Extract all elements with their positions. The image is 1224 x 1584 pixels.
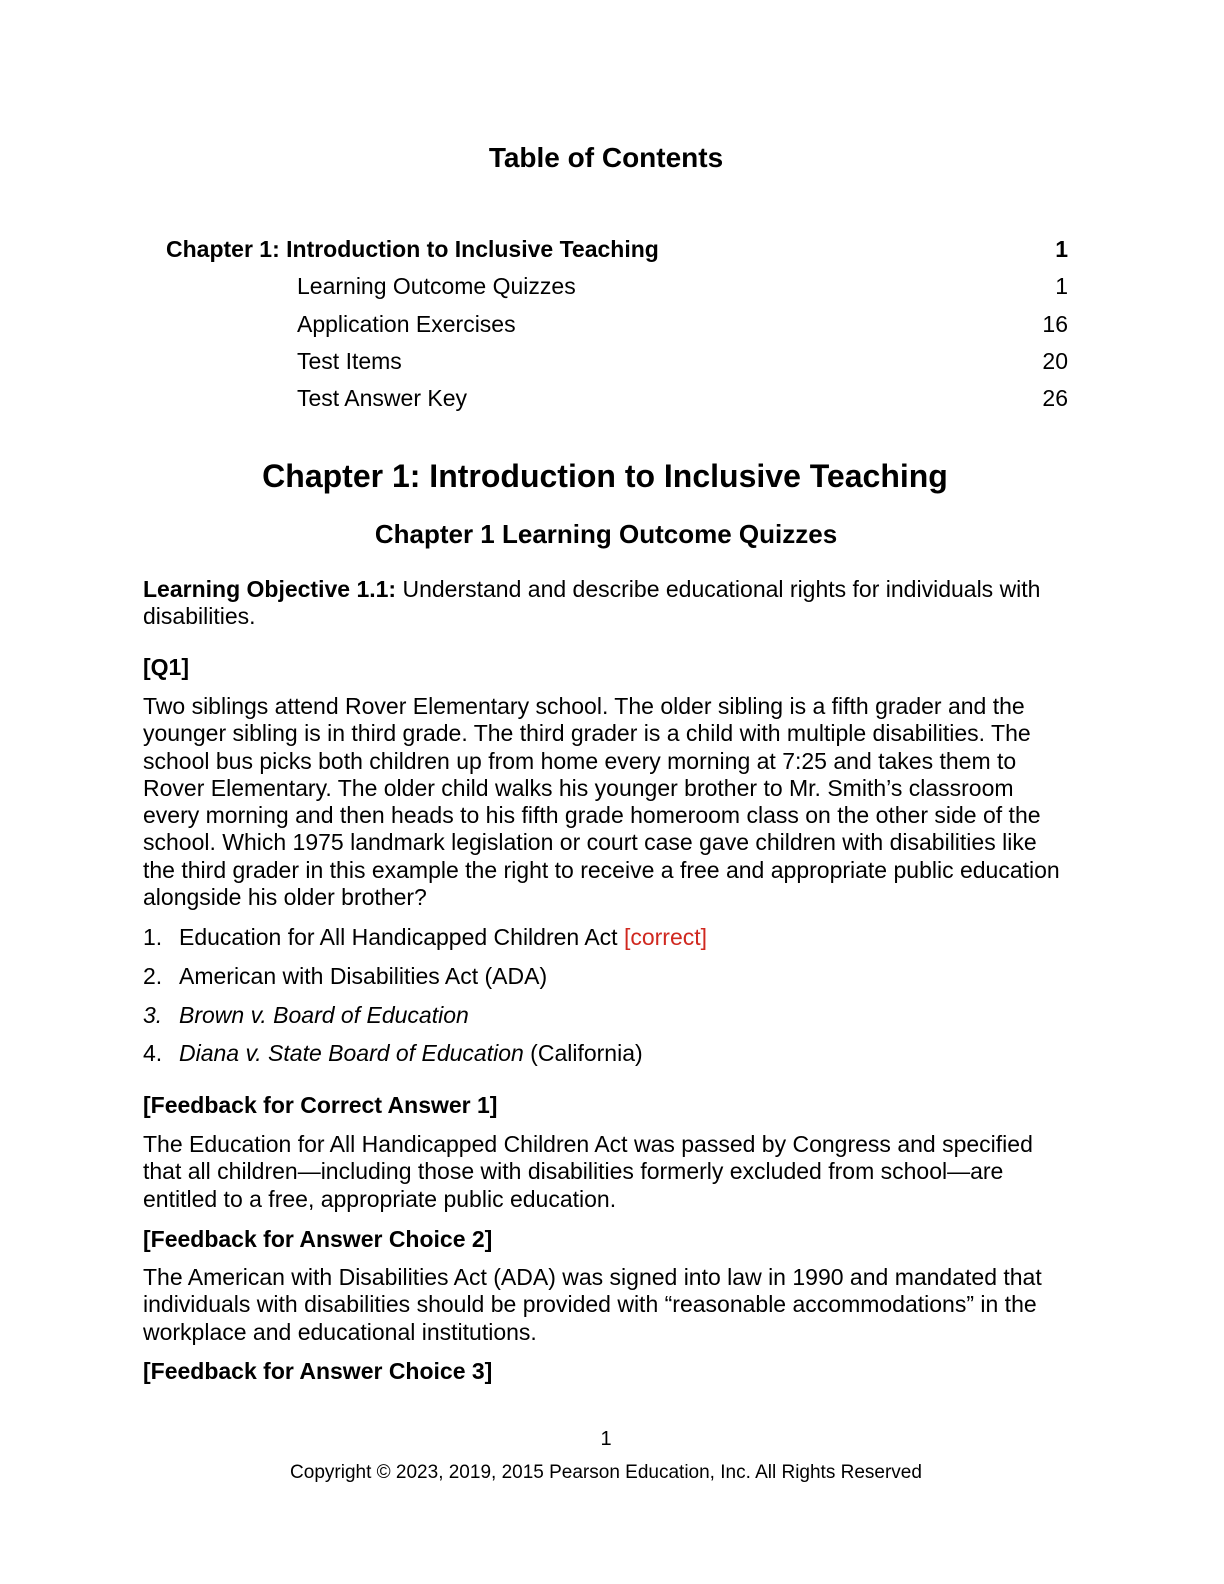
toc-entry-test-answer-key[interactable] xyxy=(0,385,1224,415)
toc-entry-page: 20 xyxy=(1042,348,1068,374)
feedback-choice-3-label: [Feedback for Answer Choice 3] xyxy=(143,1358,493,1384)
option-text: Brown v. Board of Education xyxy=(179,1002,469,1028)
toc-entry-page: 1 xyxy=(1055,236,1068,262)
toc-entry-label: Chapter 1: Introduction to Inclusive Teaching xyxy=(166,236,659,262)
option-text-suffix: (California) xyxy=(523,1040,643,1066)
section-heading: Chapter 1 Learning Outcome Quizzes xyxy=(374,519,838,549)
feedback-choice-2-label: [Feedback for Answer Choice 2] xyxy=(143,1226,493,1252)
toc-entry-application-exercises[interactable] xyxy=(0,311,1224,341)
toc-entry-label: Application Exercises xyxy=(297,311,516,337)
correct-tag: [correct] xyxy=(623,924,708,950)
feedback-correct-label: [Feedback for Correct Answer 1] xyxy=(143,1092,498,1118)
feedback-choice-2-text: The American with Disabilities Act (ADA) was signed into law in 1990 and mandated that individuals with disabilities should be provided with “reasonable accommodations” in the workplace and educational institutions. xyxy=(143,1264,1042,1345)
toc-entry-label: Test Items xyxy=(297,348,402,374)
learning-objective xyxy=(143,576,1073,631)
option-text-italic: Diana v. State Board of Education xyxy=(179,1040,524,1066)
answer-option-4 xyxy=(143,1040,643,1067)
toc-entry-page: 1 xyxy=(1055,273,1068,299)
option-number: 3. xyxy=(143,1002,163,1028)
question-text: Two siblings attend Rover Elementary school. The older sibling is a fifth grader and the younger sibling is in third grade. The third grader is a child with multiple disabilities. The school bus picks both children up from home every morning at 7:25 and takes them to Rover Elementary. The older child walks his younger brother to Mr. Smith’s classroom every morning and then heads to his fifth grade homeroom class on the other side of the school. Which 1975 landmark legislation or court case gave children with disabilities like the third grader in this example the right to receive a free and appropriate public education alongside his older brother? xyxy=(143,693,1060,911)
toc-title: Table of Contents xyxy=(488,142,724,173)
toc-entry-label: Test Answer Key xyxy=(297,385,468,411)
answer-option-2 xyxy=(143,963,547,990)
option-number: 2. xyxy=(143,963,163,989)
option-text: American with Disabilities Act (ADA) xyxy=(179,963,548,989)
feedback-correct-text: The Education for All Handicapped Children Act was passed by Congress and specified that all children—including those with disabilities formerly excluded from school—are entitled to a free, appropriate public education. xyxy=(143,1131,1033,1212)
copyright-notice: Copyright © 2023, 2019, 2015 Pearson Education, Inc. All Rights Reserved xyxy=(290,1462,922,1483)
learning-objective-text: Understand and describe educational rights for individuals with disabilities. xyxy=(143,576,1041,630)
option-number: 1. xyxy=(143,924,163,950)
toc-entry-page: 26 xyxy=(1042,385,1068,411)
toc-entry-label: Learning Outcome Quizzes xyxy=(297,273,576,299)
page-number: 1 xyxy=(600,1428,612,1450)
answer-option-1 xyxy=(143,924,707,951)
answer-option-3 xyxy=(143,1002,469,1029)
toc-entry-learning-outcome-quizzes[interactable] xyxy=(0,273,1224,303)
learning-objective-label: Learning Objective 1.1: xyxy=(143,576,397,602)
toc-chapter-entry[interactable] xyxy=(0,236,1224,266)
question-label: [Q1] xyxy=(143,654,189,680)
chapter-heading: Chapter 1: Introduction to Inclusive Teaching xyxy=(262,458,948,494)
toc-entry-test-items[interactable] xyxy=(0,348,1224,378)
option-text: Education for All Handicapped Children Act xyxy=(179,924,618,950)
option-number: 4. xyxy=(143,1040,163,1066)
toc-entry-page: 16 xyxy=(1042,311,1068,337)
